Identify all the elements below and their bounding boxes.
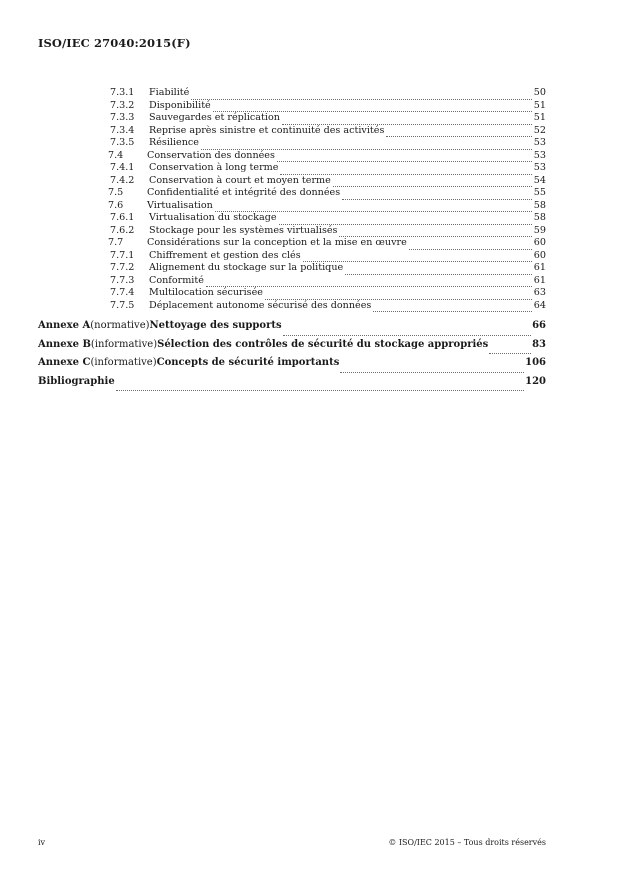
toc-entry[interactable] — [38, 150, 546, 163]
toc-entry-title: Confidentialité et intégrité des données — [147, 187, 341, 198]
toc-entry-page: 53 — [533, 149, 546, 161]
toc-entry-leader — [149, 87, 546, 100]
toc-entry-number: 7.3.4 — [110, 124, 135, 136]
toc-entry-page: 64 — [533, 299, 546, 311]
toc-entry-leader — [149, 162, 546, 175]
toc-entry-page: 58 — [533, 199, 546, 211]
toc-entry-number: 7.7.3 — [110, 274, 135, 286]
toc-entry-number: 7.6.1 — [110, 212, 135, 223]
dot-leader — [333, 177, 532, 187]
dot-leader — [265, 290, 532, 300]
toc-entry-title: Disponibilité — [149, 99, 211, 111]
table-of-contents — [38, 87, 546, 391]
annex-kind: (informative) — [90, 357, 157, 368]
toc-entry-title: Déplacement autonome sécurisé des données — [149, 299, 372, 311]
annex-page: 83 — [532, 338, 546, 350]
toc-entry-title: Multilocation sécurisée — [149, 287, 263, 298]
annex-label: Bibliographie — [38, 375, 115, 387]
dot-leader — [206, 277, 532, 287]
toc-entry-title: Considérations sur la conception et la mise en œuvre — [147, 237, 407, 248]
dot-leader — [282, 115, 532, 125]
dot-leader — [279, 215, 532, 225]
dot-leader — [191, 90, 531, 100]
toc-entry[interactable] — [38, 225, 546, 238]
document-header: ISO/IEC 27040:2015(F) — [38, 36, 191, 50]
toc-entry[interactable] — [38, 200, 546, 213]
toc-entry[interactable] — [38, 87, 546, 100]
toc-entry-page: 53 — [533, 162, 546, 173]
annex-entry[interactable] — [38, 354, 546, 373]
toc-entry-page: 50 — [533, 87, 546, 98]
toc-entry[interactable] — [38, 125, 546, 138]
toc-entry-title: Conformité — [149, 274, 204, 286]
dot-leader — [489, 342, 531, 354]
toc-entry-number: 7.3.1 — [110, 87, 135, 98]
toc-entry-leader — [149, 225, 546, 238]
toc-entry-page: 61 — [533, 262, 546, 273]
annex-label: Annexe B — [38, 338, 91, 350]
toc-entry-page: 54 — [533, 174, 546, 186]
annex-page: 66 — [532, 320, 546, 331]
toc-entry-number: 7.7.2 — [110, 262, 135, 273]
toc-entry-number: 7.7.4 — [110, 287, 135, 298]
toc-entry-number: 7.3.2 — [110, 99, 135, 111]
dot-leader — [116, 379, 524, 391]
annex-entry[interactable] — [38, 317, 546, 336]
toc-entry[interactable] — [38, 112, 546, 125]
toc-entry-page: 55 — [533, 187, 546, 198]
toc-entry-number: 7.4.1 — [110, 162, 135, 173]
toc-entry-leader — [149, 300, 546, 313]
dot-leader — [339, 227, 531, 237]
toc-entry-leader — [149, 175, 546, 188]
toc-entry[interactable] — [38, 287, 546, 300]
toc-entry-number: 7.7 — [108, 237, 124, 248]
annex-entry-leader — [38, 336, 546, 355]
dot-leader — [409, 240, 532, 250]
dot-leader — [386, 127, 531, 137]
toc-entry-page: 51 — [533, 112, 546, 123]
toc-entry[interactable] — [38, 100, 546, 113]
dot-leader — [201, 140, 532, 150]
toc-entry-leader — [149, 262, 546, 275]
toc-entry[interactable] — [38, 175, 546, 188]
annex-kind: (normative) — [90, 320, 150, 331]
toc-entry-number: 7.6 — [108, 199, 124, 211]
dot-leader — [213, 102, 532, 112]
toc-entry-title: Conservation à court et moyen terme — [149, 174, 331, 186]
toc-entry-leader — [147, 200, 546, 213]
dot-leader — [280, 165, 531, 175]
toc-entry-page: 61 — [533, 274, 546, 286]
toc-entry[interactable] — [38, 212, 546, 225]
toc-entry[interactable] — [38, 187, 546, 200]
annex-label: Annexe C — [38, 357, 91, 368]
toc-entry[interactable] — [38, 137, 546, 150]
toc-entry-page: 60 — [533, 249, 546, 261]
toc-entry-number: 7.7.1 — [110, 249, 135, 261]
toc-entry-leader — [149, 275, 546, 288]
toc-entry-leader — [149, 125, 546, 138]
toc-entry-title: Résilience — [149, 137, 199, 148]
toc-entry-title: Virtualisation — [147, 199, 213, 211]
toc-entry-number: 7.3.3 — [110, 112, 135, 123]
annex-label: Annexe A — [38, 320, 91, 331]
toc-entry-number: 7.3.5 — [110, 137, 135, 148]
toc-entry-page: 52 — [533, 124, 546, 136]
toc-entry-title: Alignement du stockage sur la politique — [149, 262, 344, 273]
toc-entry-leader — [149, 287, 546, 300]
toc-entry-page: 63 — [533, 287, 546, 298]
toc-entry[interactable] — [38, 237, 546, 250]
toc-entry-title: Fiabilité — [149, 87, 190, 98]
toc-entry-page: 53 — [533, 137, 546, 148]
toc-entry[interactable] — [38, 262, 546, 275]
annex-title: Concepts de sécurité importants — [156, 357, 340, 368]
toc-entry-leader — [149, 137, 546, 150]
toc-entry-leader — [147, 187, 546, 200]
toc-entry-leader — [149, 112, 546, 125]
copyright-notice: © ISO/IEC 2015 – Tous droits réservés — [388, 838, 546, 847]
annex-page: 120 — [525, 375, 546, 387]
toc-entry-title: Sauvegardes et réplication — [149, 112, 280, 123]
toc-entry[interactable] — [38, 275, 546, 288]
annex-kind: (informative) — [90, 338, 158, 350]
toc-entry-title: Conservation des données — [147, 149, 275, 161]
toc-entry-title: Stockage pour les systèmes virtualisés — [149, 224, 338, 236]
toc-entry-number: 7.7.5 — [110, 299, 135, 311]
toc-entry-page: 51 — [533, 99, 546, 111]
toc-entry-title: Virtualisation du stockage — [149, 212, 277, 223]
annex-title: Sélection des contrôles de sécurité du stockage appropriés — [157, 338, 489, 350]
toc-entry[interactable] — [38, 162, 546, 175]
toc-entry-leader — [149, 212, 546, 225]
annex-entry[interactable] — [38, 373, 546, 392]
toc-entry[interactable] — [38, 250, 546, 263]
toc-entry-leader — [147, 237, 546, 250]
annex-list — [38, 317, 546, 391]
toc-entry-title: Conservation à long terme — [149, 162, 279, 173]
toc-entry-leader — [147, 150, 546, 163]
toc-entry-number: 7.4 — [108, 149, 124, 161]
toc-entry-list — [38, 87, 546, 312]
dot-leader — [215, 202, 532, 212]
toc-entry-page: 59 — [533, 224, 546, 236]
page-number: iv — [38, 838, 46, 847]
toc-entry[interactable] — [38, 300, 546, 313]
dot-leader — [303, 252, 532, 262]
dot-leader — [342, 190, 532, 200]
toc-entry-title: Chiffrement et gestion des clés — [149, 249, 301, 261]
toc-entry-leader — [149, 100, 546, 113]
annex-entry-leader — [38, 317, 546, 336]
dot-leader — [277, 152, 532, 162]
toc-entry-number: 7.5 — [108, 187, 124, 198]
toc-entry-page: 58 — [533, 212, 546, 223]
dot-leader — [283, 324, 531, 336]
annex-entry-leader — [38, 373, 546, 392]
toc-entry-number: 7.6.2 — [110, 224, 135, 236]
annex-entry-leader — [38, 354, 546, 373]
toc-entry-leader — [149, 250, 546, 263]
annex-entry[interactable] — [38, 336, 546, 355]
toc-entry-number: 7.4.2 — [110, 174, 135, 186]
annex-page: 106 — [525, 357, 546, 368]
dot-leader — [340, 361, 524, 373]
toc-entry-title: Reprise après sinistre et continuité des activités — [149, 124, 385, 136]
dot-leader — [373, 302, 531, 312]
toc-entry-page: 60 — [533, 237, 546, 248]
dot-leader — [345, 265, 532, 275]
annex-title: Nettoyage des supports — [149, 320, 282, 331]
